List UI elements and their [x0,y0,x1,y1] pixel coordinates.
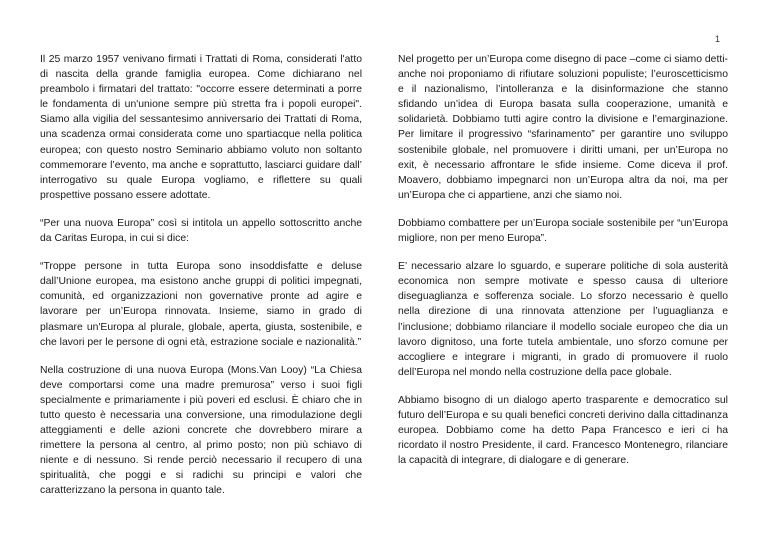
paragraph-quote: “Troppe persone in tutta Europa sono insoddisfatte e deluse dall’Unione europea, ma esistono anche gruppi di politici impegnati, comunità, ed organizzazioni non governative pronte ad agire e lavorare per un’Europa rinnovata. Insieme, siamo in grado di plasmare un'Europa al plurale, globale, aperta, giusta, sostenibile, e che lavori per le persone di ogni età, estrazione sociale e nazionalità.” [40,261,362,348]
left-column [40,52,362,512]
paragraph-progetto-pace: Nel progetto per un’Europa come disegno di pace –come ci siamo detti- anche noi proponiamo di rifiutare soluzioni populiste; l’euroscetticismo e il nazionalismo, l’intolleranza e la disinformazione che stanno sfidando un’idea di Europa basata sulla cooperazione, umanità e solidarietà. Dobbiamo tutti agire contro la divisione e l’emarginazione. Per limitare il progressivo “sfarinamento” per garantire uno sviluppo sostenibile globale, nel promuovere i diritti umani, per un’Europa no exit, è necessario affrontare le sfide insieme. Come diceva il prof. Moavero, dobbiamo impegnarci non un’Europa altra da noi, ma per un’Europa che ci appartiene, anzi che siamo noi. [398,54,728,201]
paragraph-dialogo: Abbiamo bisogno di un dialogo aperto trasparente e democratico sul futuro dell’Europa e su quali benefici concreti derivino dalla cittadinanza europea. Dobbiamo come ha detto Papa Francesco e ieri ci ha ricordato il nostro Presidente, il card. Francesco Montenegro, rilanciare la capacità di integrare, di dialogare e di generare. [398,394,728,467]
paragraph-austerita: E’ necessario alzare lo sguardo, e superare politiche di sola austerità economica non sempre motivate e spesso causa di ulteriore diseguaglianza e sofferenza sociale. Lo sforzo necessario è quello nella direzione di una rinnovata attenzione per l’uguaglianza e l’inclusione; dobbiamo rilanciare il modello sociale europeo che dia un lavoro dignitoso, una forte tutela ambientale, uno sforzo comune per accogliere e integrare i migranti, in grado di promuovere il ruolo dell’Europa nel mondo nella costruzione della pace globale. [398,261,728,378]
paragraph-europa-sociale: Dobbiamo combattere per un’Europa sociale sostenibile per “un’Europa migliore, non per meno Europa”. [398,217,728,245]
right-column [398,52,728,481]
paragraph-trattati-di-roma: Il 25 marzo 1957 venivano firmati i Trattati di Roma, considerati l'atto di nascita della grande famiglia europea. Come dichiarano nel preambolo i firmatari del trattato: "occorre essere determinati a porre le fondamenta di un'unione sempre più stretta fra i popoli europei". Siamo alla vigilia del sessantesimo anniversario dei Trattati di Roma, una scadenza ormai considerata come uno spartiacque nella politica europea; con questo nostro Seminario abbiamo voluto non soltanto commemorare l’evento, ma anche e soprattutto, lasciarci guidare dall’ interrogativo su quale Europa vogliamo, e riflettere su quali prospettive possano essere adottate. [40,54,362,201]
paragraph-chiesa: Nella costruzione di una nuova Europa (Mons.Van Looy) “La Chiesa deve comportarsi come una madre premurosa” verso i suoi figli specialmente e primariamente i più poveri ed esclusi. È chiaro che in tutto questo è necessaria una conversione, una rimodulazione degli atteggiamenti e delle azioni concrete che dovrebbero mirare a rimettere la persona al centro, al primo posto; non più schiavo di niente e di nessuno. Si rende perciò necessario il recupero di una spiritualità, che poggi e si radichi su principi e valori che caratterizzano la persona in quanto tale. [40,364,362,497]
paragraph-appello: “Per una nuova Europa” così si intitola un appello sottoscritto anche da Caritas Europa, in cui si dice: [40,217,362,245]
page-number: 1 [714,34,720,44]
